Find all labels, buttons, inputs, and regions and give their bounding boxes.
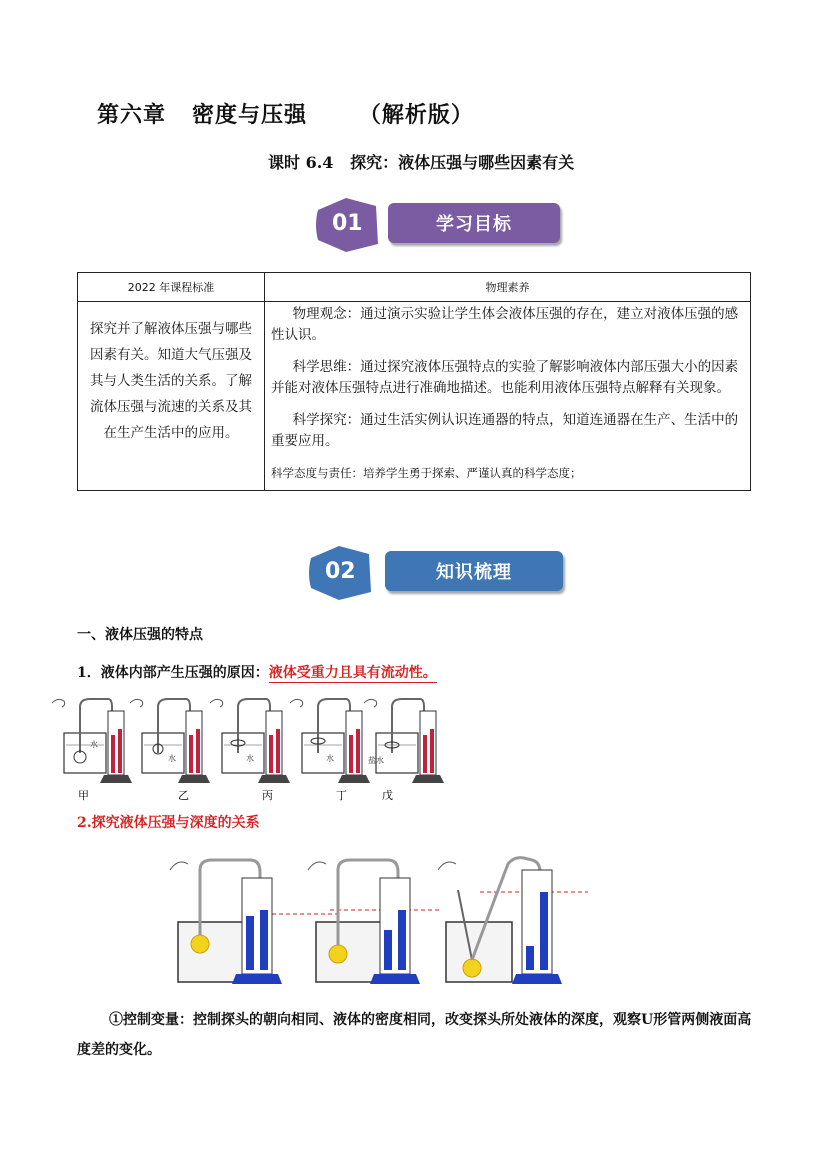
section-heading: 一、液体压强的特点 bbox=[77, 627, 203, 643]
chapter-title: 第六章 密度与压强 （解析版） bbox=[97, 102, 474, 128]
water-label: 水 bbox=[90, 740, 98, 749]
badge-number: 02 bbox=[325, 559, 356, 584]
depth-setup-shallow bbox=[170, 860, 282, 984]
depth-setup-medium bbox=[308, 860, 420, 984]
literacy-cell bbox=[265, 302, 751, 491]
literacy-scientific-thinking: 科学思维：通过探究液体压强特点的实验了解影响液体内部压强大小的因素并能对液体压强特点进行准确地描述。也能利用液体压强特点解释有关现象。 bbox=[271, 359, 739, 396]
setup-bing bbox=[210, 699, 290, 783]
lesson-title: 课时 6.4 探究：液体压强与哪些因素有关 bbox=[268, 153, 575, 172]
salt-water-label: 盐水 bbox=[368, 756, 384, 765]
table-header-literacy: 物理素养 bbox=[265, 273, 751, 302]
item-1 bbox=[77, 662, 437, 682]
goals-table bbox=[77, 272, 751, 491]
literacy-attitude: 科学态度与责任：培养学生勇于探索、严谨认真的科学态度； bbox=[271, 466, 582, 480]
item-1-label: 1．液体内部产生压强的原因： bbox=[77, 665, 269, 681]
literacy-scientific-inquiry: 科学探究：通过生活实例认识连通器的特点，知道连通器在生产、生活中的重要应用。 bbox=[271, 412, 739, 449]
section-badge-goals bbox=[312, 196, 564, 254]
depth-setup-deep bbox=[438, 858, 562, 984]
figure-depth-experiment bbox=[160, 850, 590, 990]
setup-wu bbox=[364, 699, 444, 783]
item-2-title: 2.探究液体压强与深度的关系 bbox=[77, 815, 260, 831]
badge-label: 学习目标 bbox=[388, 203, 560, 243]
literacy-physics-concept: 物理观念：通过演示实验让学生体会液体压强的存在，建立对液体压强的感性认识。 bbox=[271, 306, 739, 343]
badge-label: 知识梳理 bbox=[385, 551, 563, 591]
water-label: 水 bbox=[168, 754, 176, 763]
water-label: 水 bbox=[246, 754, 254, 763]
badge-number: 01 bbox=[332, 211, 363, 236]
label-bing: 丙 bbox=[262, 789, 273, 802]
figure-five-setups bbox=[50, 693, 450, 803]
label-ding: 丁 bbox=[336, 789, 347, 802]
item-1-answer: 液体受重力且具有流动性。 bbox=[268, 665, 437, 681]
label-wu: 戊 bbox=[382, 789, 393, 802]
control-variable-paragraph: ①控制变量：控制探头的朝向相同、液体的密度相同，改变探头所处液体的深度，观察U形管两侧液面高度差的变化。 bbox=[77, 1012, 752, 1058]
setup-ding bbox=[290, 699, 370, 783]
section-badge-knowledge bbox=[305, 544, 567, 602]
water-label: 水 bbox=[326, 754, 334, 763]
curriculum-standard-text: 探究并了解液体压强与哪些因素有关。知道大气压强及其与人类生活的关系。了解流体压强与流速的关系及其在生产生活中的应用。 bbox=[78, 302, 265, 491]
label-yi: 乙 bbox=[178, 789, 189, 802]
table-header-standard: 2022 年课程标准 bbox=[78, 273, 265, 302]
label-jia: 甲 bbox=[78, 789, 89, 802]
setup-yi bbox=[130, 699, 210, 783]
